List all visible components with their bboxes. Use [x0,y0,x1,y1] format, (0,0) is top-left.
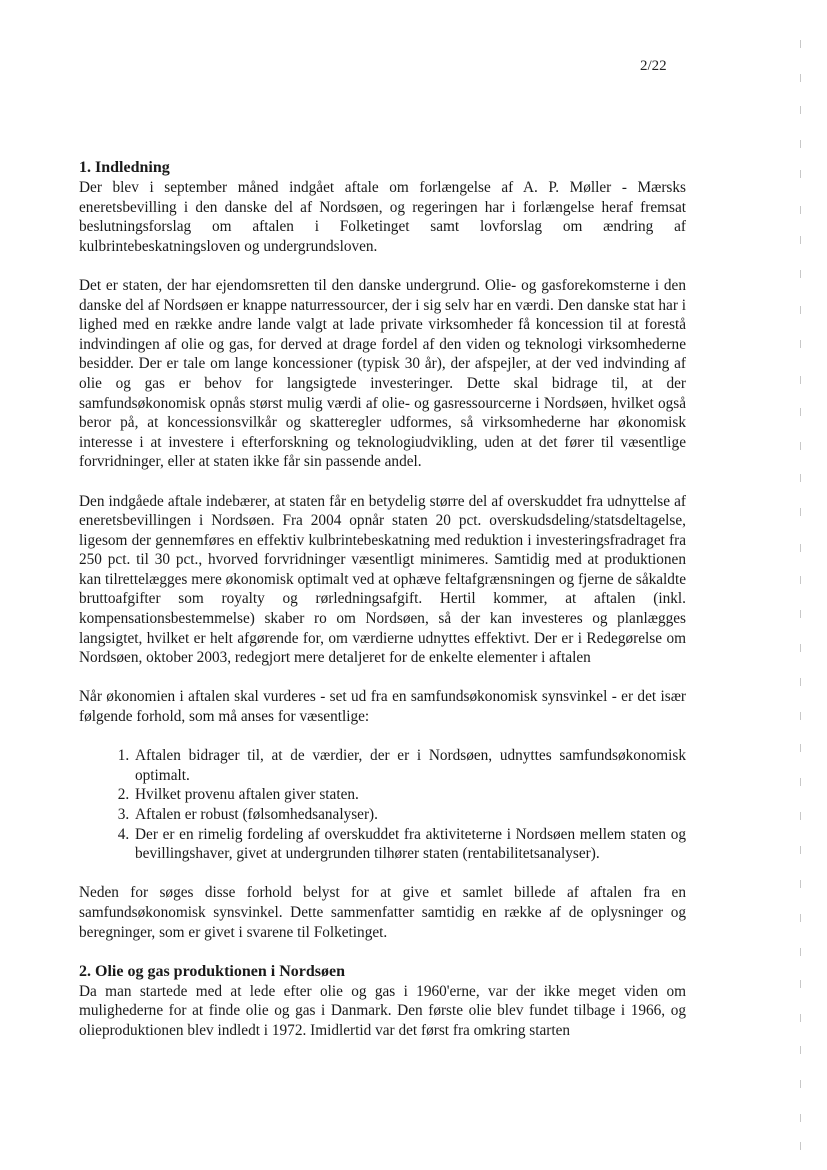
paragraph: Det er staten, der har ejendomsretten til den danske undergrund. Olie- og gasforekomsterne i den danske del af Nordsøen er knappe naturressourcer, der i sig selv har en værdi. Den danske stat har i lighed med en række andre lande valgt at lade private virksomheder få koncession til at forestå indvindingen af olie og gas, for derved at drage fordel af den viden og teknologi virksomhederne besidder. Der er tale om lange koncessioner (typisk 30 år), der afspejler, at der ved indvinding af olie og gas er behov for langsigtede investeringer. Dette skal bidrage til, at der samfundsøkonomisk opnås størst mulig værdi af olie- og gasressourcerne i Nordsøen, hvilket også beror på, at koncessionsvilkår og skatteregler udformes, så virksomhederne har økonomisk interesse i at investere i efterforskning og teknologiudvikling, uden at det fører til væsentlige forvridninger, eller at staten ikke får sin passende andel. [79,276,686,471]
section-heading-olie-og-gas: 2. Olie og gas produktionen i Nordsøen [79,962,345,980]
list-item: 3. Aftalen er robust (følsomhedsanalyser). [133,805,686,825]
paragraph: Der blev i september måned indgået aftale om forlængelse af A. P. Møller - Mærsks eneretsbevilling i den danske del af Nordsøen, og regeringen har i forlængelse heraf fremsat beslutningsforslag om aftalen i Folketinget samt lovforslag om ændring af kulbrintebeskatningsloven og undergrundsloven. [79,179,686,255]
paragraph: Den indgåede aftale indebærer, at staten får en betydelig større del af overskuddet fra udnyttelse af eneretsbevillingen i Nordsøen. Fra 2004 opnår staten 20 pct. overskudsdeling/statsdeltagelse, ligesom der gennemføres en effektiv kulbrintebeskatning med reduktion i investeringsfradraget fra 250 pct. til 30 pct., hvorved forvridninger væsentligt minimeres. Samtidig med at produktionen kan tilrettelægges mere økonomisk optimalt ved at ophæve feltafgrænsningen og fjerne de såkaldte bruttoafgifter som royalty og rørledningsafgift. Hertil kommer, at aftalen (inkl. kompensationsbestemmelse) skaber ro om Nordsøen, så der kan investeres og planlægges langsigtet, hvilket er helt afgørende for, om værdierne udnyttes effektivt. Der er i Redegørelse om Nordsøen, oktober 2003, redegjort mere detaljeret for de enkelte elementer i aftalen [79,492,686,667]
list-item: 2. Hvilket provenu aftalen giver staten. [133,785,686,805]
paragraph: Når økonomien i aftalen skal vurderes - set ud fra en samfundsøkonomisk synsvinkel - er det især følgende forhold, som må anses for væsentlige: [79,688,686,726]
paragraph: Da man startede med at lede efter olie og gas i 1960'erne, var der ikke meget viden om mulighederne for at finde olie og gas i Danmark. Den første olie blev fundet tilbage i 1966, og olieproduktionen blev indledt i 1972. Imidlertid var det først fra omkring starten [79,982,686,1039]
list-item: 1. Aftalen bidrager til, at de værdier, der er i Nordsøen, udnyttes samfundsøkonomisk optimalt. [133,746,686,785]
numbered-list [79,746,686,864]
page-number: 2/22 [640,58,667,74]
list-item: 4. Der er en rimelig fordeling af overskuddet fra aktiviteterne i Nordsøen mellem staten og bevillingshaver, givet at undergrunden tilhører staten (rentabilitetsanalyser). [133,825,686,864]
section-heading-indledning: 1. Indledning [79,159,170,176]
document-body [79,158,686,1041]
scan-margin-marks [800,30,820,1160]
paragraph: Neden for søges disse forhold belyst for at give et samlet billede af aftalen fra en samfundsøkonomisk synsvinkel. Dette sammenfatter samtidig en række af de oplysninger og beregninger, som er givet i svarene til Folketinget. [79,884,686,941]
